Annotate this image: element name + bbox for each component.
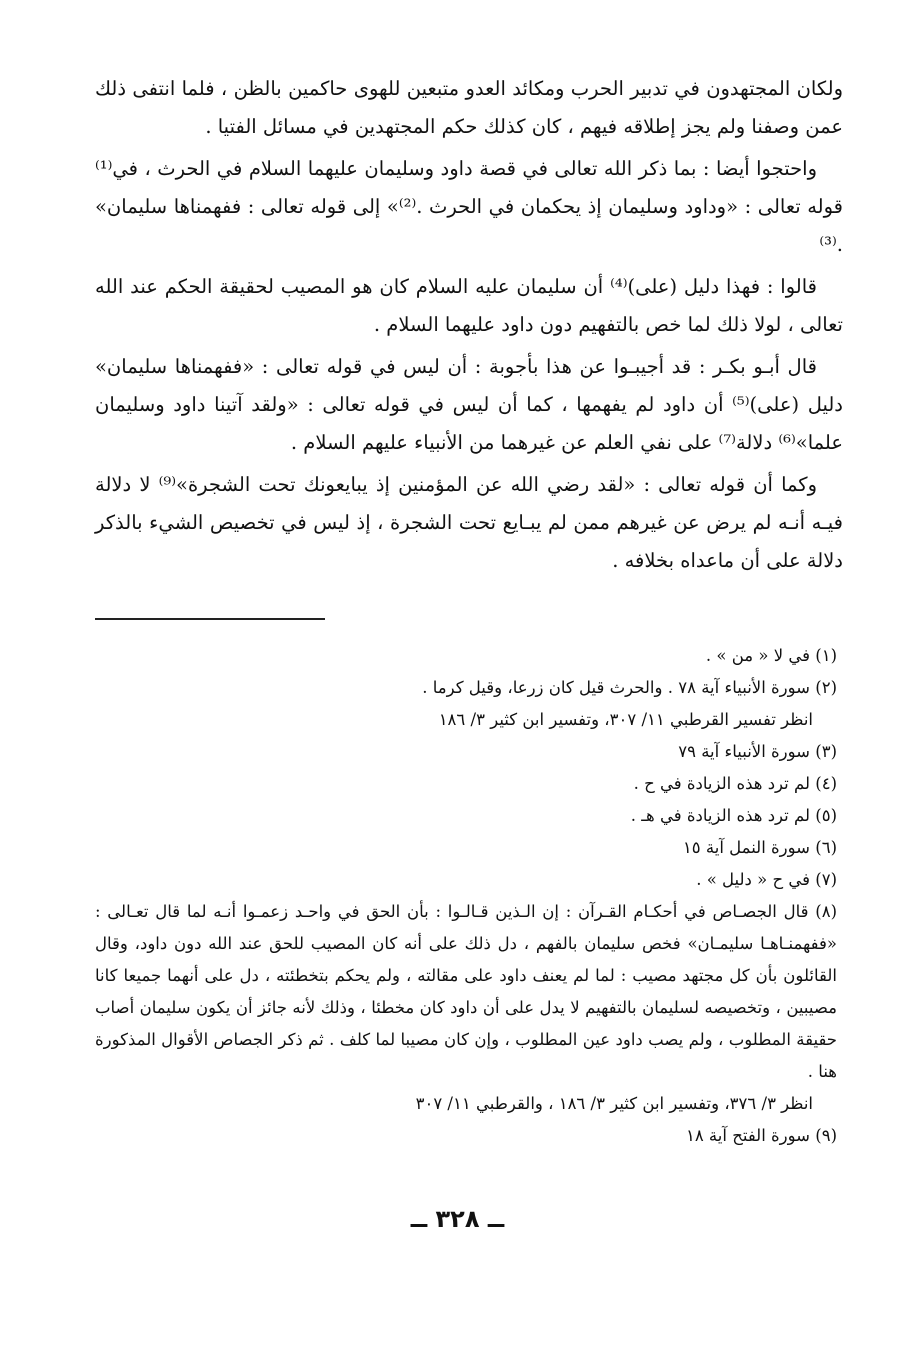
footnote-2: (٢) سورة الأنبياء آية ٧٨ . والحرث قيل كان زرعا، وقيل كرما . [422,678,837,697]
footnote-4: (٤) لم ترد هذه الزيادة في ح . [633,774,837,793]
footnote-3: (٣) سورة الأنبياء آية ٧٩ [678,742,837,761]
footnote-8-reference: انظر ٣/ ٣٧٦، وتفسير ابن كثير ٣/ ١٨٦ ، والقرطبي ١١/ ٣٠٧ [415,1094,813,1113]
footnote-7: (٧) في ح « دليل » . [696,870,837,889]
paragraph-4: قال أبـو بكـر : قد أجيبـوا عن هذا بأجوبة : أن ليس في قوله تعالى : «ففهمناها سليمان» دليل (على)⁽⁵⁾ أن داود لم يفهمها ، كما أن ليس في قوله تعالى : «ولقد آتينا داود وسليمان علما»⁽⁶⁾ دلالة⁽⁷⁾ على نفي العلم عن غيرهما من الأنبياء عليهم السلام . [95,355,843,454]
paragraph-3: قالوا : فهذا دليل (على)⁽⁴⁾ أن سليمان عليه السلام كان هو المصيب لحقيقة الحكم عند الله تعالى ، لولا ذلك لما خص بالتفهيم دون داود عليهما السلام . [95,275,843,336]
paragraph-2: واحتجوا أيضا : بما ذكر الله تعالى في قصة داود وسليمان عليهما السلام في الحرث ، في⁽¹⁾ قوله تعالى : «وداود وسليمان إذ يحكمان في الحرث .⁽²⁾» إلى قوله تعالى : ففهمناها سليمان» .⁽³⁾ [95,157,844,256]
footnote-divider [95,618,325,620]
paragraph-1: ولكان المجتهدون في تدبير الحرب ومكائد العدو متبعين للهوى حاكمين بالظن ، فلما انتفى ذلك عمن وصفنا ولم يجز إطلاقه فيهم ، كان كذلك حكم المجتهدين في مسائل الفتيا . [95,77,843,138]
page-number: ــ ٣٢٨ ــ [410,1205,505,1233]
book-page [95,70,843,1360]
paragraph-5: وكما أن قوله تعالى : «لقد رضي الله عن المؤمنين إذ يبايعونك تحت الشجرة»⁽⁹⁾ لا دلالة فيـه أنـه لم يرض عن غيرهم ممن لم يبـايع تحت الشجرة ، إذ ليس في تخصيص الشيء بالذكر دلالة على أن ماعداه بخلافه . [95,473,843,572]
main-text [95,70,843,580]
footnote-5: (٥) لم ترد هذه الزيادة في هـ . [630,806,837,825]
footnote-6: (٦) سورة النمل آية ١٥ [682,838,837,857]
footnote-8: (٨) قال الجصـاص في أحكـام القـرآن : إن الـذين قـالـوا : بأن الحق في واحـد زعمـوا أنـه لما قال تعـالى : «ففهمنـاهـا سليمـان» فخص سليمان بالفهم ، دل ذلك على أنه كان المصيب للحق عند الله دون داود، وقال القائلون بأن كل مجتهد مصيب : لما لم يعنف داود على مقالته ، ولم يحكم بتخطئته ، دل على أنهما جميعا كانا مصيبين ، وتخصيصه لسليمان بالتفهيم لا يدل على أن داود كان مخطئا ، وذلك لأنه جائز أن يكون سليمان أصاب حقيقة المطلوب ، ولم يصب داود عين المطلوب ، وإن كان مصيبا لما كلف . ثم ذكر الجصاص الأقوال المذكورة هنا . [95,902,837,1081]
footnote-2-reference: انظر تفسير القرطبي ١١/ ٣٠٧، وتفسير ابن كثير ٣/ ١٨٦ [438,710,813,729]
footnote-1: (١) في لا « من » . [705,646,837,665]
footnotes [95,640,843,1152]
footnote-9: (٩) سورة الفتح آية ١٨ [685,1126,837,1145]
